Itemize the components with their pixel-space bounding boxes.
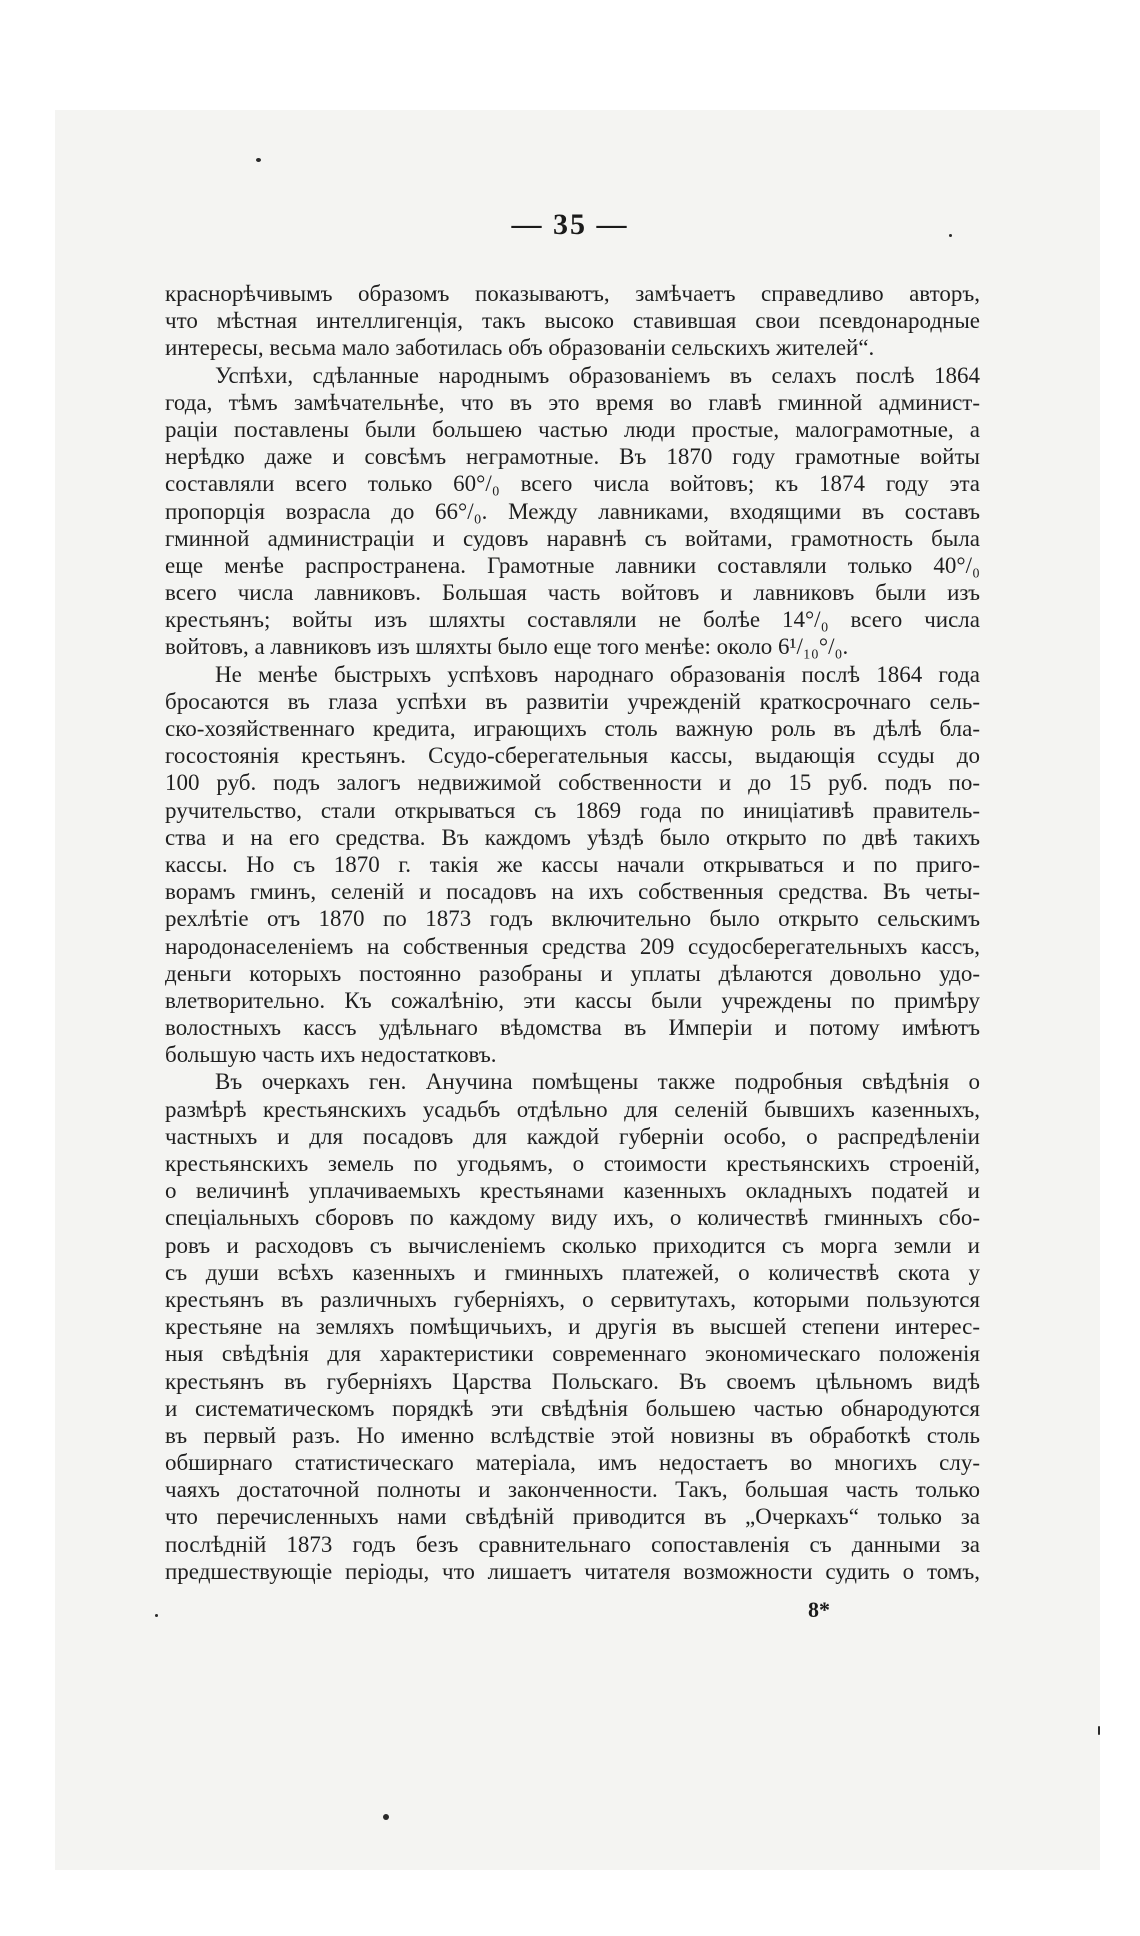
text-line: влетворительно. Къ сожалѣнію, эти кассы были учреждены по примѣру (165, 987, 980, 1013)
text-line: деньги которыхъ постоянно разобраны и уплаты дѣлаются довольно удо- (165, 960, 980, 986)
text-line: крестьянъ въ губерніяхъ Царства Польскаго. Въ своемъ цѣльномъ видѣ (165, 1368, 980, 1394)
text-line: большую часть ихъ недостатковъ. (165, 1042, 497, 1068)
scan-speck (1098, 1726, 1100, 1735)
text-line: обширнаго статистическаго матеріала, имъ недостаетъ во многихъ слу- (165, 1450, 980, 1476)
text-line: ства и на его средства. Въ каждомъ уѣздѣ было открыто по двѣ такихъ (165, 824, 980, 850)
text-line: составляли всего только 60°/₀ всего числа войтовъ; къ 1874 году эта (165, 471, 980, 497)
signature-mark: 8* (808, 1597, 830, 1622)
text-line: ско-хозяйственнаго кредита, играющихъ столь важную роль въ дѣлѣ бла- (165, 716, 980, 741)
text-line: крестьянъ; войты изъ шляхты составляли не болѣе 14°/₀ всего числа (165, 607, 980, 633)
text-line: и систематическомъ порядкѣ эти свѣдѣнія большею частью обнародуются (165, 1395, 980, 1421)
text-line: народонаселеніемъ на собственныя средства 209 ссудосберегательныхъ кассъ, (165, 933, 980, 959)
text-line: что мѣстная интеллигенція, такъ высоко ставившая свои псевдонародные (165, 308, 980, 334)
text-line: что перечисленныхъ нами свѣдѣній приводится въ „Очеркахъ“ только за (165, 1504, 980, 1530)
text-line: о величинѣ уплачиваемыхъ крестьянами казенныхъ окладныхъ податей и (165, 1178, 980, 1204)
scan-speck (155, 1614, 158, 1617)
text-line: бросаются въ глаза успѣхи въ развитіи учрежденій краткосрочнаго сель- (165, 688, 980, 714)
text-line: съ души всѣхъ казенныхъ и гминныхъ платежей, о количествѣ скота у (165, 1259, 980, 1285)
text-line: размѣрѣ крестьянскихъ усадьбъ отдѣльно для селеній бывшихъ казенныхъ, (165, 1096, 980, 1122)
text-line: кассы. Но съ 1870 г. такія же кассы начали открываться и по приго- (165, 851, 980, 877)
text-line: Въ очеркахъ ген. Анучина помѣщены также подробныя свѣдѣнія о (215, 1069, 980, 1095)
text-line: предшествующіе періоды, что лишаетъ читателя возможности судить о томъ, (165, 1558, 980, 1584)
text-line: Не менѣе быстрыхъ успѣховъ народнаго образованія послѣ 1864 года (215, 661, 980, 687)
body-text (165, 280, 980, 1585)
text-line: въ первый разъ. Но именно вслѣдствіе этой новизны въ обработкѣ столь (165, 1422, 980, 1448)
text-line: ручительство, стали открываться съ 1869 года по иниціативѣ правитель- (165, 797, 980, 823)
page-number: — 35 — (511, 208, 629, 241)
scan-speck (383, 1814, 389, 1820)
text-line: спеціальныхъ сборовъ по каждому виду ихъ, о количествѣ гминныхъ сбо- (165, 1205, 980, 1231)
text-line: интересы, весьма мало заботилась объ образованіи сельскихъ жителей“. (165, 335, 875, 361)
text-line: еще менѣе распространена. Грамотные лавники составляли только 40°/₀ (165, 552, 980, 578)
text-line: послѣдній 1873 годъ безъ сравнительнаго сопоставленія съ данными за (165, 1531, 980, 1557)
text-line: ныя свѣдѣнія для характеристики современнаго экономическаго положенія (165, 1341, 980, 1367)
text-line: раціи поставлены были большею частью люди простые, малограмотные, а (165, 416, 980, 442)
text-line: рехлѣтіе отъ 1870 по 1873 годъ включительно было открыто сельскимъ (165, 906, 980, 932)
text-line: 100 руб. подъ залогъ недвижимой собственности и до 15 руб. подъ по- (165, 770, 980, 796)
text-line: ворамъ гминъ, селеній и посадовъ на ихъ собственныя средства. Въ четы- (165, 879, 980, 905)
text-line: чаяхъ достаточной полноты и законченности. Такъ, большая часть только (165, 1477, 980, 1503)
text-line: госостоянія крестьянъ. Ссудо-сберегательныя кассы, выдающія ссуды до (165, 743, 980, 769)
text-line: пропорція возрасла до 66°/₀. Между лавниками, входящими въ составъ (165, 498, 980, 524)
text-line: ровъ и расходовъ съ вычисленіемъ сколько приходится съ морга земли и (165, 1232, 980, 1258)
text-line: крестьянскихъ земель по угодьямъ, о стоимости крестьянскихъ строеній, (165, 1151, 980, 1176)
text-line: волостныхъ кассъ удѣльнаго вѣдомства въ Имперіи и потому имѣютъ (165, 1015, 980, 1041)
text-line: частныхъ и для посадовъ для каждой губерніи особо, о распредѣленіи (165, 1123, 980, 1149)
scan-speck (256, 158, 261, 162)
text-line: крестьяне на земляхъ помѣщичьихъ, и другія въ высшей степени интерес- (165, 1314, 980, 1340)
text-line: нерѣдко даже и совсѣмъ неграмотные. Въ 1870 году грамотные войты (165, 444, 980, 470)
text-line: войтовъ, а лавниковъ изъ шляхты было еще того менѣе: около 6¹/₁₀°/₀. (165, 634, 849, 660)
text-line: крестьянъ въ различныхъ губерніяхъ, о сервитутахъ, которыми пользуются (165, 1286, 980, 1312)
text-line: года, тѣмъ замѣчательнѣе, что въ это время во главѣ гминной админист- (165, 389, 980, 415)
text-line: всего числа лавниковъ. Большая часть войтовъ и лавниковъ были изъ (165, 580, 980, 606)
text-line: Успѣхи, сдѣланные народнымъ образованіемъ въ селахъ послѣ 1864 (215, 362, 980, 388)
text-line: краснорѣчивымъ образомъ показываютъ, замѣчаетъ справедливо авторъ, (165, 281, 980, 306)
text-line: гминной администраціи и судовъ наравнѣ съ войтами, грамотность была (165, 525, 980, 551)
